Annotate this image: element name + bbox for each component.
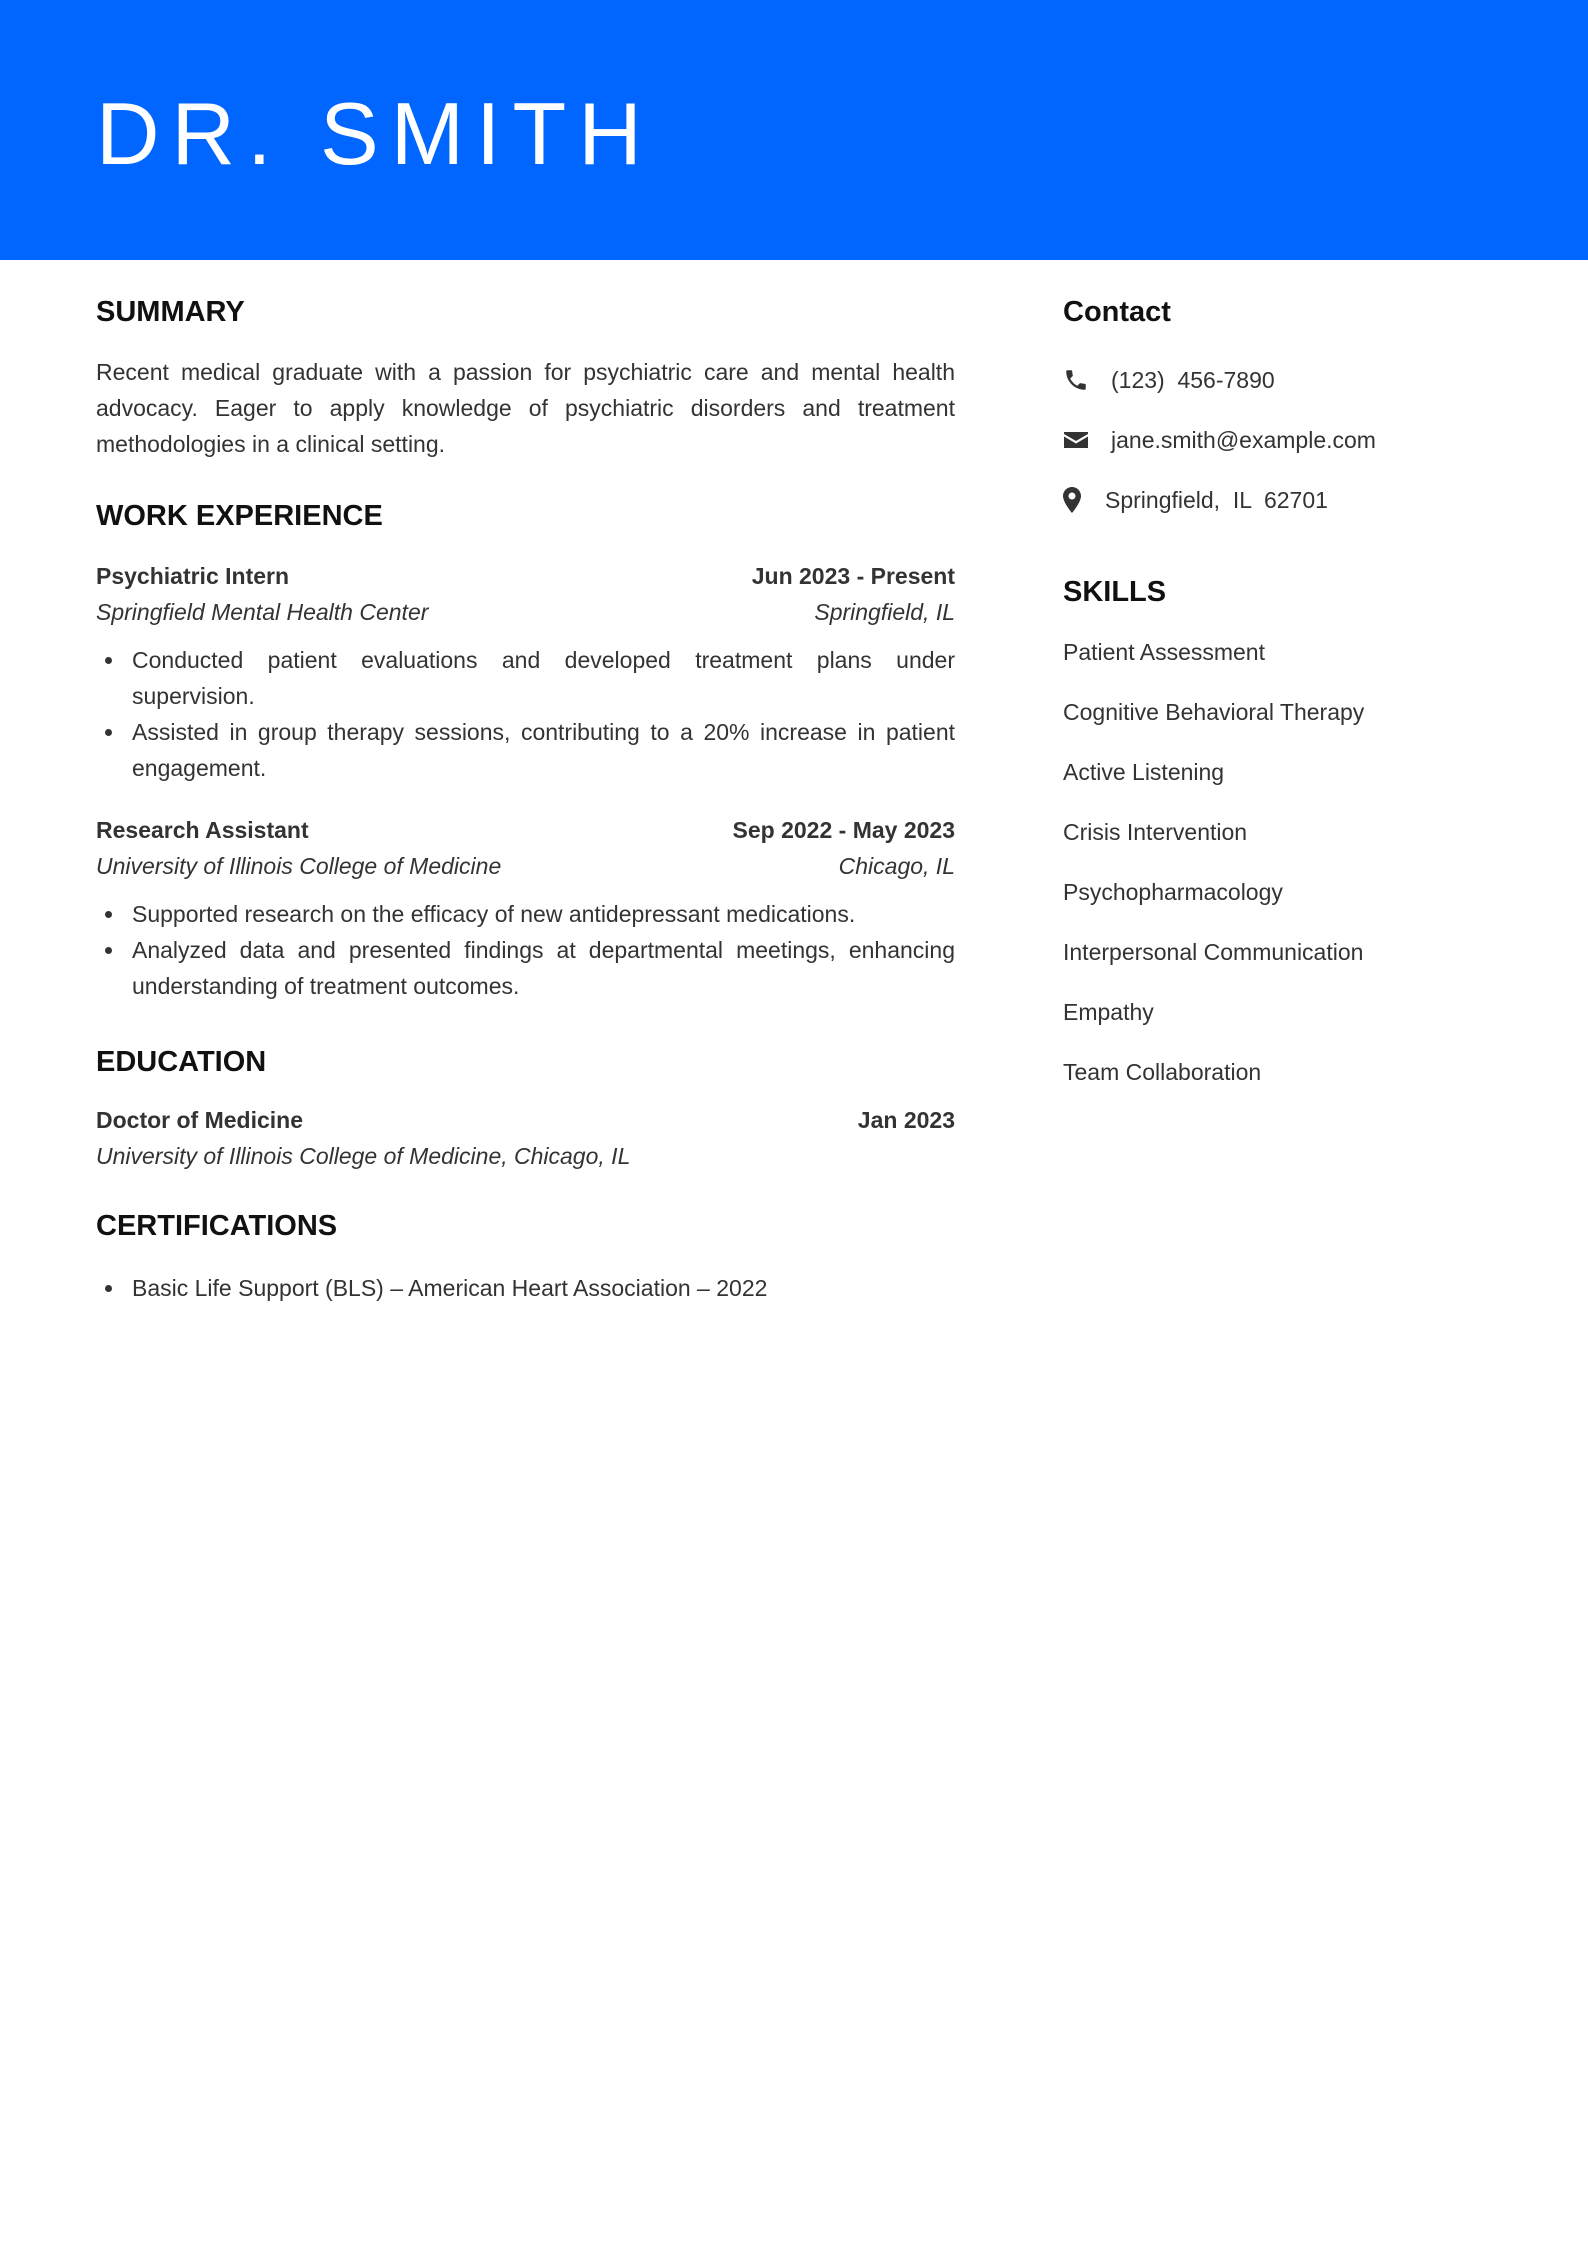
job-bullets [96, 896, 955, 1004]
certifications-list [96, 1270, 955, 1306]
summary-heading: SUMMARY [96, 296, 245, 328]
summary-text: Recent medical graduate with a passion for psychiatric care and mental health advocacy. Eager to apply knowledge of psychiatric disorders and treatment methodologies in a clinical setting. [96, 359, 955, 457]
job-dates: Sep 2022 - May 2023 [732, 817, 955, 843]
skill-item: Crisis Intervention [1063, 819, 1248, 845]
contact-heading: Contact [1063, 296, 1171, 328]
contact-email [1063, 422, 1503, 458]
education-school: University of Illinois College of Medicine, Chicago, IL [96, 1143, 631, 1169]
education-date: Jan 2023 [857, 1107, 955, 1133]
job-entry [96, 558, 955, 786]
skill-item: Interpersonal Communication [1063, 939, 1364, 965]
sidebar-column [1063, 292, 1503, 1114]
job-location: Chicago, IL [838, 853, 955, 879]
education-entry [96, 1102, 955, 1174]
skill-item: Patient Assessment [1063, 639, 1265, 665]
job-role: Research Assistant [96, 817, 309, 843]
header-banner [0, 0, 1588, 260]
skill-item: Psychopharmacology [1063, 879, 1283, 905]
contact-address-text: Springfield, IL 62701 [1105, 487, 1328, 513]
certifications-heading: CERTIFICATIONS [96, 1210, 338, 1242]
skills-section [1063, 572, 1503, 1090]
skills-heading: SKILLS [1063, 576, 1167, 608]
skill-item: Cognitive Behavioral Therapy [1063, 699, 1365, 725]
certifications-section [96, 1206, 955, 1306]
map-pin-icon [1063, 485, 1105, 515]
work-experience-heading: WORK EXPERIENCE [96, 500, 383, 532]
job-entry [96, 812, 955, 1004]
contact-section [1063, 292, 1503, 518]
main-column [96, 292, 955, 1306]
contact-address [1063, 482, 1503, 518]
job-bullet: Assisted in group therapy sessions, contributing to a 20% increase in patient engagement. [96, 714, 955, 786]
contact-email-text: jane.smith@example.com [1111, 427, 1376, 453]
job-bullet: Analyzed data and presented findings at departmental meetings, enhancing understanding of treatment outcomes. [96, 932, 955, 1004]
work-experience-section [96, 496, 955, 1004]
contact-phone [1063, 362, 1503, 398]
summary-section [96, 292, 955, 462]
skill-item: Team Collaboration [1063, 1059, 1262, 1085]
job-organization: University of Illinois College of Medicine [96, 853, 502, 879]
job-dates: Jun 2023 - Present [751, 563, 955, 589]
phone-icon [1063, 365, 1111, 395]
page-title: DR. SMITH [96, 84, 654, 183]
education-section [96, 1042, 955, 1174]
certification-item: Basic Life Support (BLS) – American Heart Association – 2022 [96, 1270, 955, 1306]
envelope-icon [1063, 425, 1111, 455]
job-organization: Springfield Mental Health Center [96, 599, 429, 625]
skill-item: Active Listening [1063, 759, 1225, 785]
education-degree: Doctor of Medicine [96, 1107, 304, 1133]
contact-phone-text: (123) 456-7890 [1111, 367, 1275, 393]
job-bullet: Supported research on the efficacy of new antidepressant medications. [96, 896, 955, 932]
job-location: Springfield, IL [814, 599, 955, 625]
job-role: Psychiatric Intern [96, 563, 290, 589]
job-bullets [96, 642, 955, 786]
job-bullet: Conducted patient evaluations and developed treatment plans under supervision. [96, 642, 955, 714]
education-heading: EDUCATION [96, 1046, 267, 1078]
skill-item: Empathy [1063, 999, 1154, 1025]
